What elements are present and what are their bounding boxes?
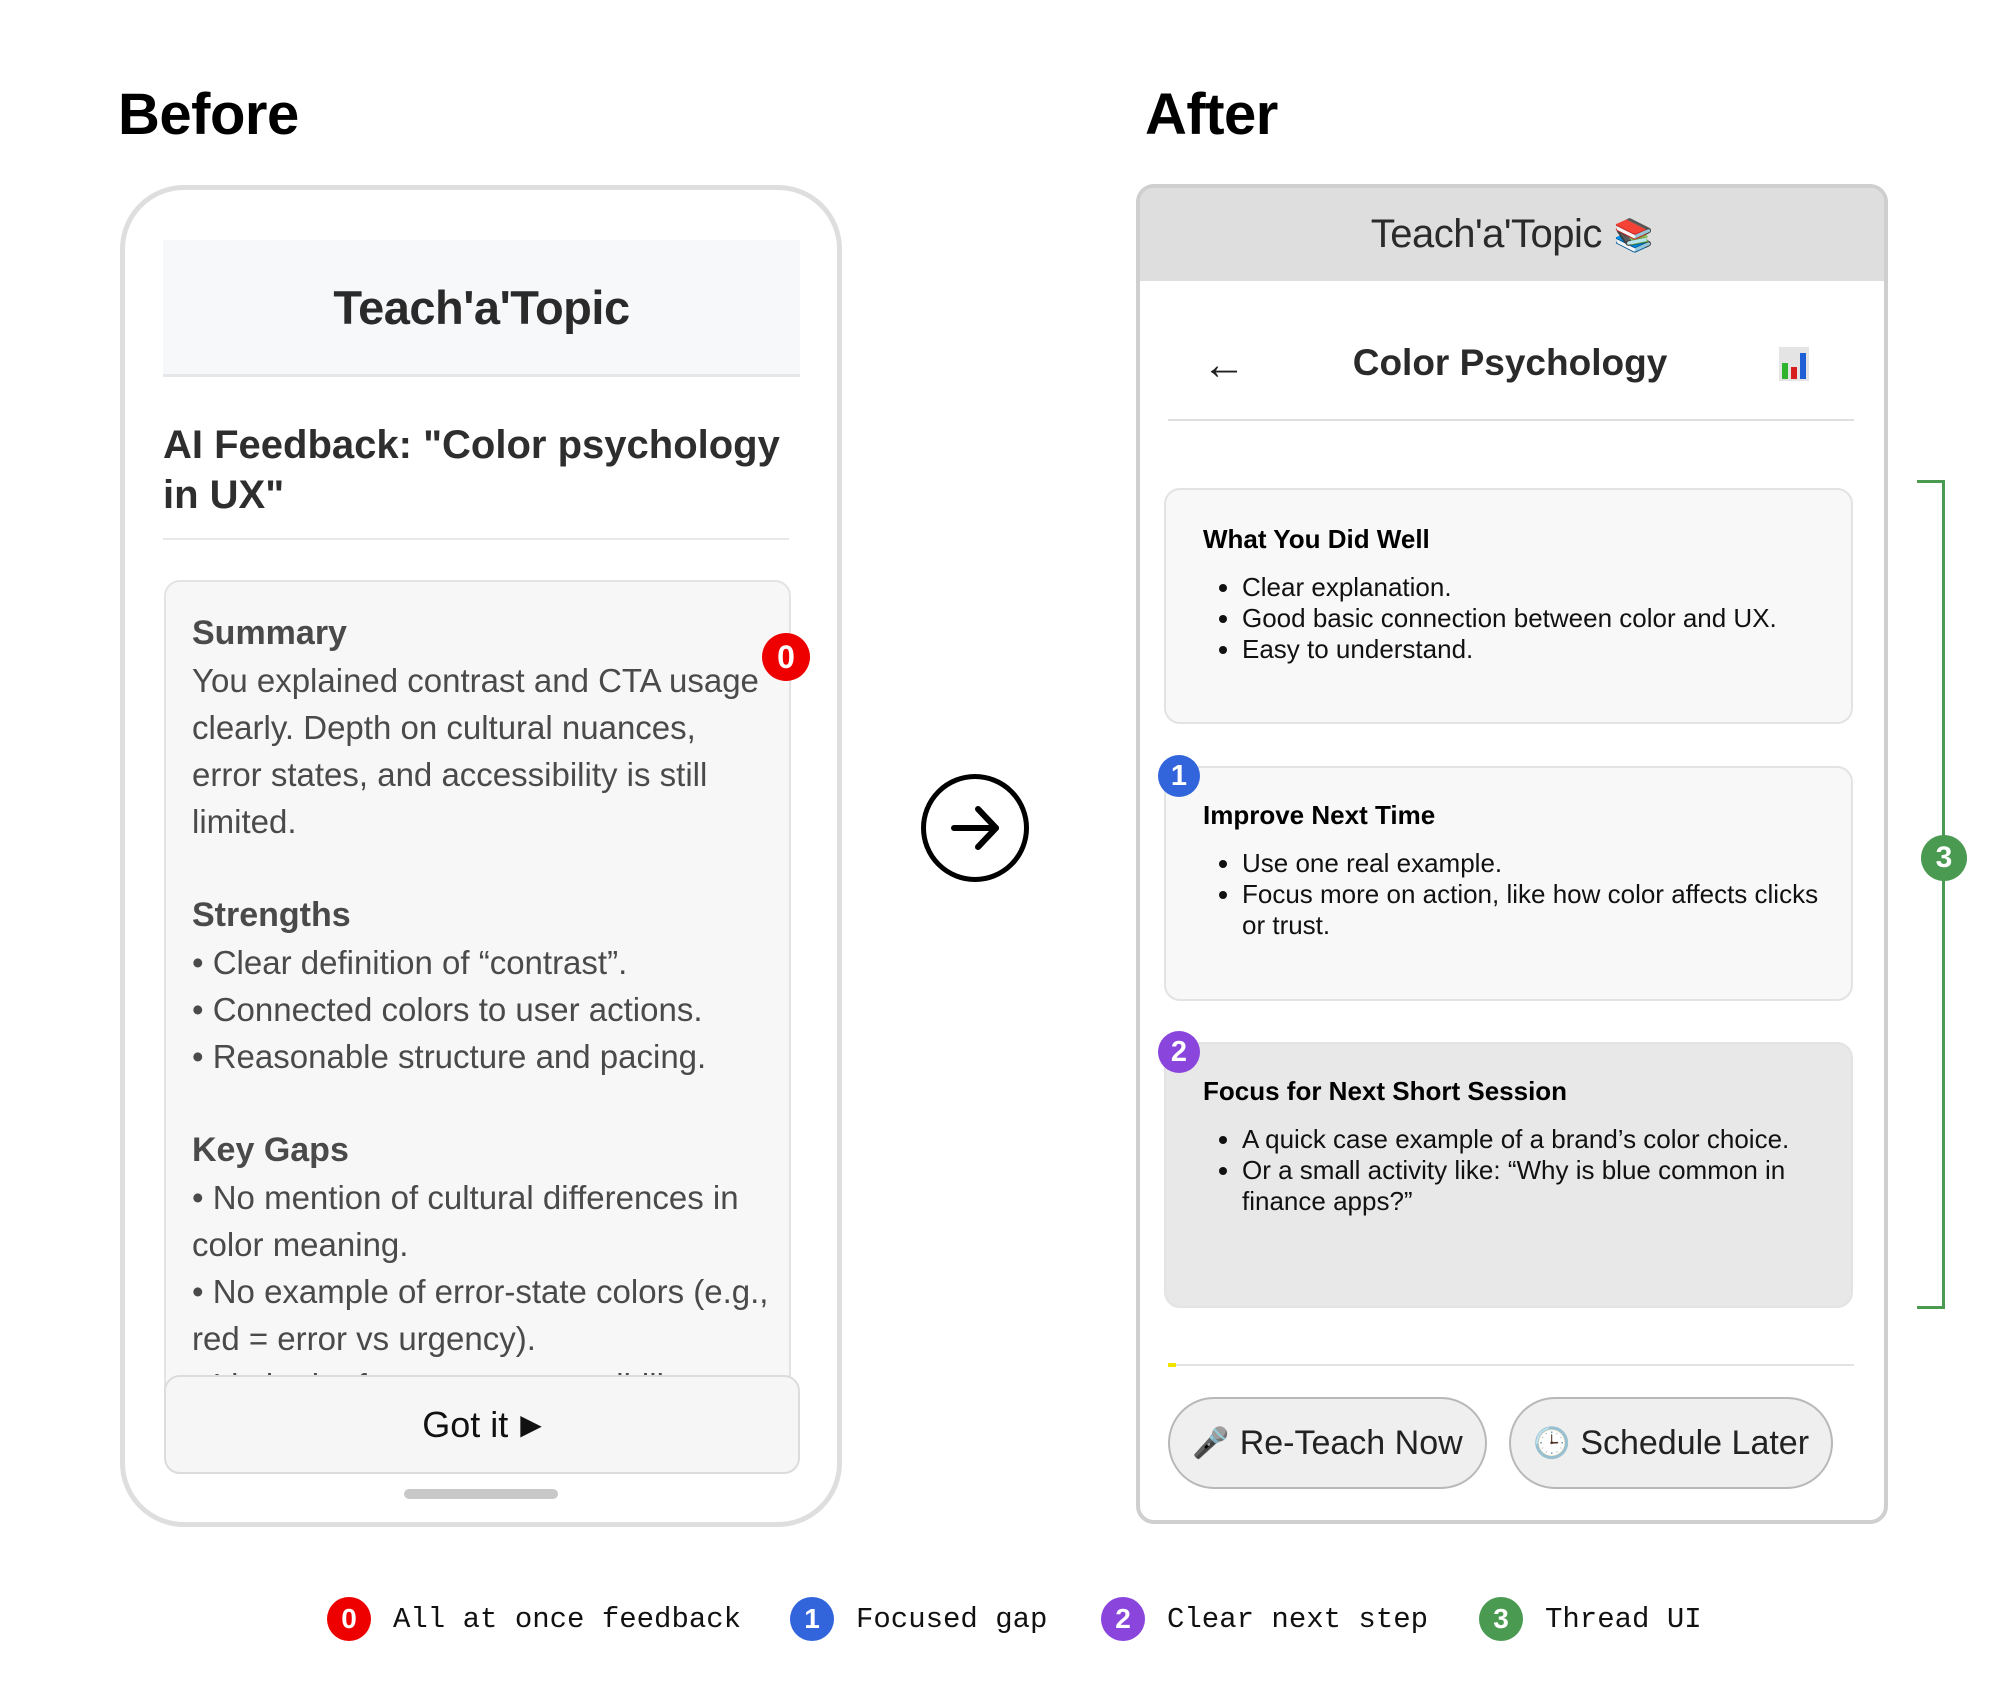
legend-item-clear-next-step	[1101, 1596, 1428, 1642]
before-app-header	[163, 240, 800, 377]
annotation-badge-3: 3	[1921, 835, 1967, 881]
list-item: • Focus more on action, like how color affects clicks or trust.	[1242, 879, 1842, 941]
legend-label: Clear next step	[1167, 1602, 1429, 1636]
list-item: • Use one real example.	[1242, 848, 1842, 879]
gap-item: • No example of error-state colors (e.g., red = error vs urgency).	[192, 1273, 769, 1357]
strength-item: • Reasonable structure and pacing.	[192, 1038, 707, 1075]
schedule-label: Schedule Later	[1580, 1423, 1810, 1462]
before-feedback-card[interactable]	[164, 580, 791, 1474]
strength-item: • Connected colors to user actions.	[192, 991, 703, 1028]
reteach-label: Re-Teach Now	[1239, 1423, 1463, 1462]
thread-bracket-line	[1942, 480, 1945, 1308]
summary-text: You explained contrast and CTA usage clearly. Depth on cultural nuances, error states, and accessibility is still limited.	[192, 662, 759, 840]
legend-label: Thread UI	[1545, 1602, 1702, 1636]
legend-item-thread-ui	[1479, 1596, 1702, 1642]
did-well-card	[1164, 488, 1853, 724]
home-indicator	[404, 1489, 558, 1499]
annotation-badge-1: 1	[1158, 755, 1200, 797]
before-title: Before	[118, 82, 299, 147]
card-title: Focus for Next Short Session	[1203, 1076, 1568, 1106]
thread-bracket-bottom	[1917, 1306, 1945, 1309]
card-list	[1203, 1124, 1842, 1217]
card-list	[1203, 848, 1842, 941]
back-arrow-icon[interactable]: ←	[1202, 340, 1246, 389]
clock-icon: 🕒	[1532, 1426, 1571, 1460]
improve-next-time-card	[1164, 766, 1853, 1001]
books-icon: 📚	[1613, 216, 1654, 253]
divider	[1168, 1364, 1854, 1366]
microphone-icon: 🎤	[1192, 1426, 1230, 1460]
annotation-badge-0: 0	[762, 633, 810, 681]
got-it-label: Got it	[422, 1403, 509, 1445]
divider	[1168, 419, 1854, 421]
before-feedback-heading: AI Feedback: "Color psychology in UX"	[163, 423, 780, 517]
got-it-button[interactable]	[164, 1375, 800, 1474]
legend-badge-0: 0	[327, 1597, 371, 1641]
list-item: • A quick case example of a brand’s color choice.	[1242, 1124, 1842, 1155]
legend-badge-3: 3	[1479, 1597, 1523, 1641]
legend-label: Focused gap	[856, 1602, 1048, 1636]
bar-chart-icon[interactable]	[1779, 347, 1809, 381]
topic-title: Color Psychology	[1352, 342, 1668, 383]
progress-mark	[1168, 1363, 1176, 1367]
legend-label: All at once feedback	[393, 1602, 742, 1636]
after-title: After	[1145, 82, 1278, 147]
reteach-now-button[interactable]	[1168, 1397, 1487, 1489]
strengths-heading: Strengths	[192, 896, 351, 934]
list-item: • Easy to understand.	[1242, 634, 1842, 665]
annotation-badge-2: 2	[1158, 1031, 1200, 1073]
after-app-header	[1140, 188, 1884, 281]
list-item: • Clear explanation.	[1242, 572, 1842, 603]
legend-item-all-at-once	[327, 1596, 741, 1642]
legend-badge-2: 2	[1101, 1597, 1145, 1641]
list-item: • Good basic connection between color and UX.	[1242, 603, 1842, 634]
legend-badge-1: 1	[790, 1597, 834, 1641]
summary-heading: Summary	[192, 614, 347, 652]
feedback-scroll-content	[192, 610, 772, 1409]
divider	[163, 538, 789, 540]
schedule-later-button[interactable]	[1509, 1397, 1833, 1489]
legend-item-focused-gap	[790, 1596, 1047, 1642]
gap-item: • No mention of cultural differences in color meaning.	[192, 1179, 739, 1263]
thread-bracket-top	[1917, 480, 1945, 483]
card-title: What You Did Well	[1203, 524, 1430, 554]
card-list	[1203, 572, 1842, 665]
next-session-focus-card	[1164, 1042, 1853, 1308]
card-title: Improve Next Time	[1203, 800, 1436, 830]
list-item: • Or a small activity like: “Why is blue common in finance apps?”	[1242, 1155, 1842, 1217]
after-app-title: Teach'a'Topic	[1370, 212, 1602, 256]
play-icon: ▶	[520, 1409, 542, 1440]
strength-item: • Clear definition of “contrast”.	[192, 944, 628, 981]
key-gaps-heading: Key Gaps	[192, 1131, 349, 1169]
before-app-title: Teach'a'Topic	[333, 280, 630, 334]
arrow-right-circle-icon	[921, 774, 1029, 882]
